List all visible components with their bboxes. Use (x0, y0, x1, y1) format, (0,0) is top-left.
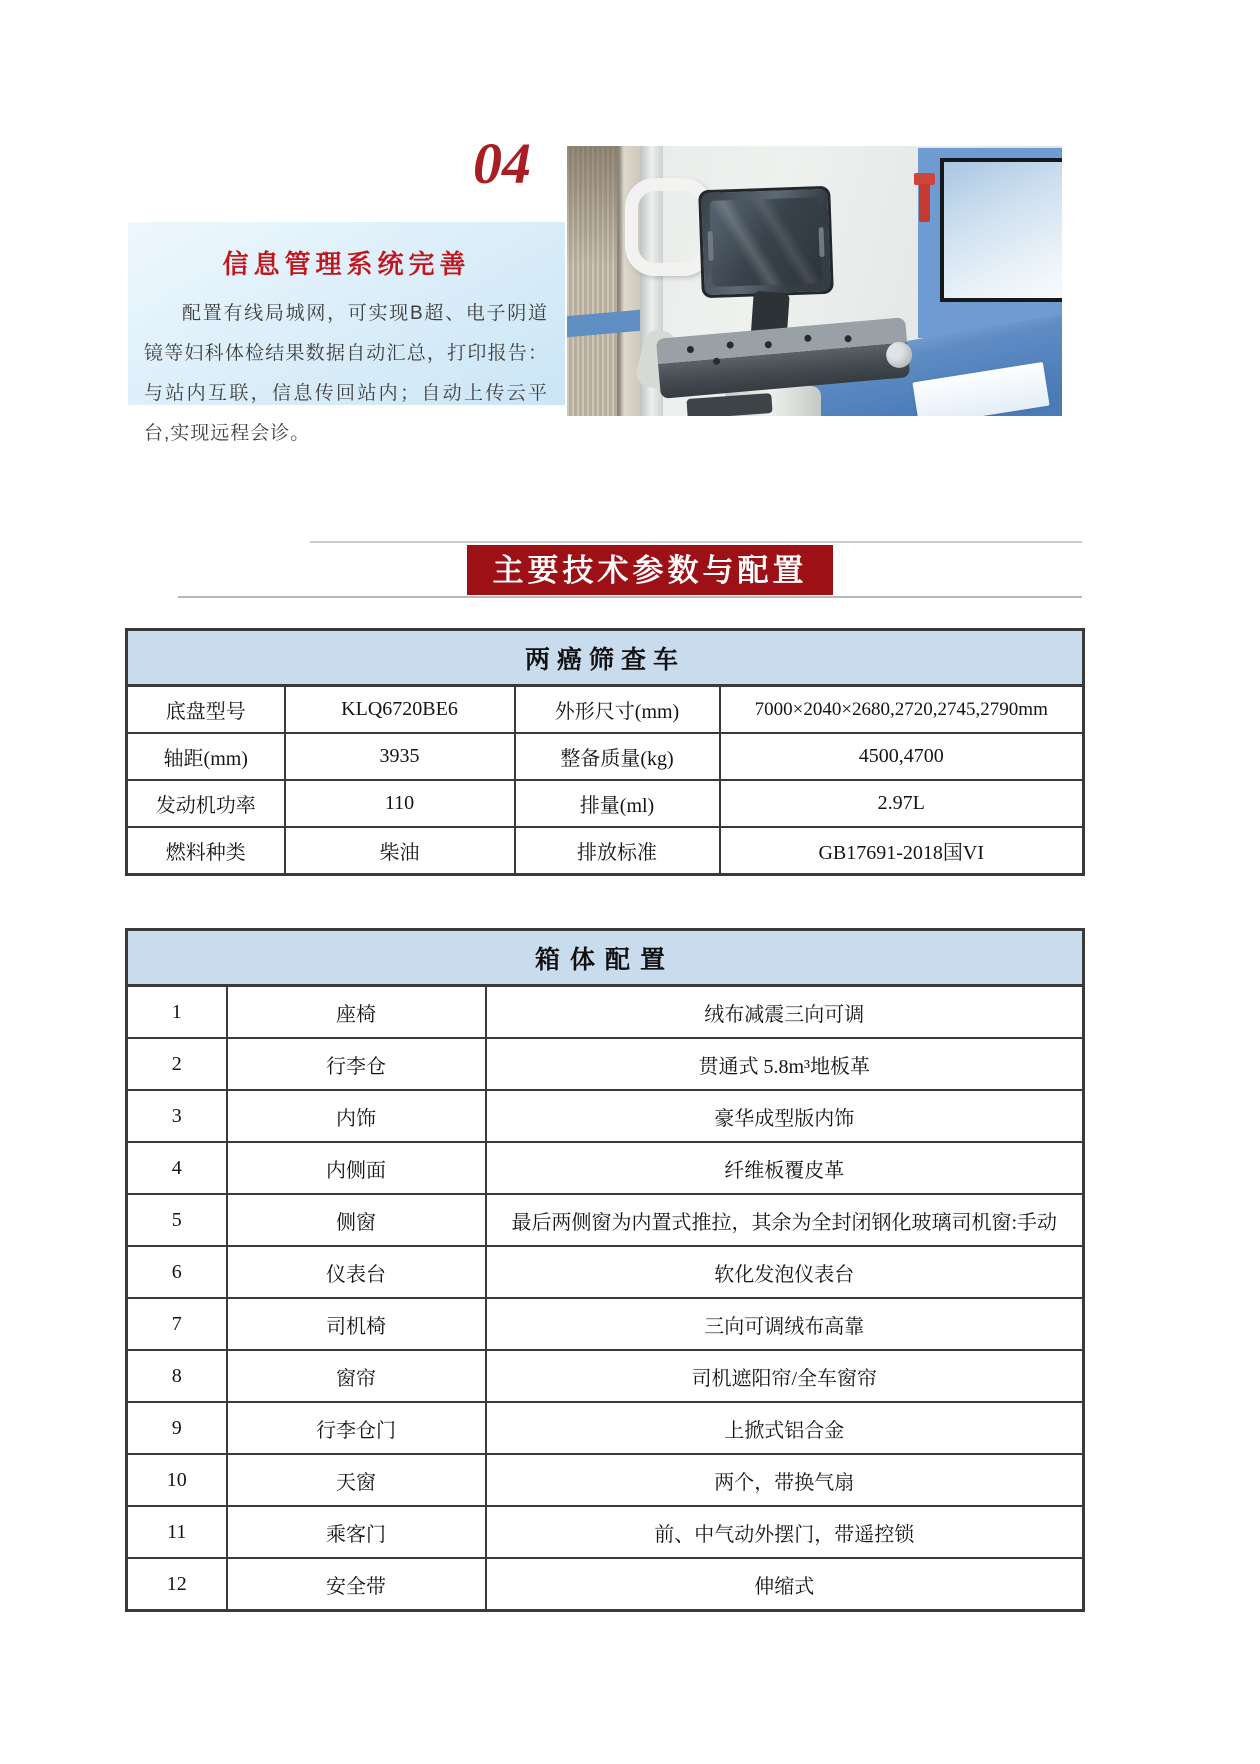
photo-monitor-screen (710, 197, 823, 287)
config-value: 前、中气动外摆门，带遥控锁 (486, 1506, 1084, 1558)
spec-label: 排量(ml) (515, 780, 720, 827)
vehicle-interior-photo (567, 146, 1062, 416)
config-value: 纤维板覆皮革 (486, 1142, 1084, 1194)
config-value: 两个，带换气扇 (486, 1454, 1084, 1506)
spec-value: KLQ6720BE6 (285, 686, 515, 734)
spec-table-row (127, 686, 1084, 734)
config-value: 上掀式铝合金 (486, 1402, 1084, 1454)
photo-cart-base (686, 393, 772, 416)
config-item: 天窗 (227, 1454, 486, 1506)
photo-window (918, 148, 1062, 338)
config-table-row (127, 1090, 1084, 1142)
photo-ultrasound-monitor (698, 186, 834, 299)
config-table (125, 928, 1085, 1612)
config-index: 8 (127, 1350, 227, 1402)
photo-console-knob (844, 335, 852, 343)
config-item: 乘客门 (227, 1506, 486, 1558)
spec-label: 轴距(mm) (127, 733, 285, 780)
config-index: 4 (127, 1142, 227, 1194)
config-table-row (127, 986, 1084, 1039)
config-item: 侧窗 (227, 1194, 486, 1246)
config-index: 12 (127, 1558, 227, 1611)
config-table-row (127, 1142, 1084, 1194)
config-item: 行李仓门 (227, 1402, 486, 1454)
config-table-row (127, 1246, 1084, 1298)
config-value: 最后两侧窗为内置式推拉，其余为全封闭钢化玻璃司机窗:手动 (486, 1194, 1084, 1246)
config-table-row (127, 1558, 1084, 1611)
config-index: 10 (127, 1454, 227, 1506)
config-table-row (127, 1402, 1084, 1454)
config-value: 伸缩式 (486, 1558, 1084, 1611)
config-table-row (127, 1038, 1084, 1090)
photo-console-knob (804, 334, 812, 342)
spec-value: 4500,4700 (720, 733, 1084, 780)
config-value: 绒布减震三向可调 (486, 986, 1084, 1039)
config-table-row (127, 1298, 1084, 1350)
config-table-row (127, 1506, 1084, 1558)
photo-red-lever (919, 184, 930, 222)
config-table-row (127, 1350, 1084, 1402)
config-item: 窗帘 (227, 1350, 486, 1402)
spec-value: GB17691-2018国VI (720, 827, 1084, 875)
spec-label: 外形尺寸(mm) (515, 686, 720, 734)
spec-value: 柴油 (285, 827, 515, 875)
spec-table-row (127, 827, 1084, 875)
config-value: 豪华成型版内饰 (486, 1090, 1084, 1142)
config-table-row (127, 1194, 1084, 1246)
photo-console-knob (726, 341, 734, 349)
config-table-header (127, 930, 1084, 986)
spec-label: 底盘型号 (127, 686, 285, 734)
config-item: 内饰 (227, 1090, 486, 1142)
config-index: 11 (127, 1506, 227, 1558)
config-value: 三向可调绒布高靠 (486, 1298, 1084, 1350)
section-banner-title: 主要技术参数与配置 (467, 545, 833, 595)
spec-value: 110 (285, 780, 515, 827)
photo-window-glass (944, 162, 1062, 298)
info-card (128, 222, 565, 444)
config-index: 7 (127, 1298, 227, 1350)
spec-label: 燃料种类 (127, 827, 285, 875)
config-index: 9 (127, 1402, 227, 1454)
spec-table-title: 两癌筛查车 (127, 630, 1084, 686)
config-table-row (127, 1454, 1084, 1506)
config-index: 3 (127, 1090, 227, 1142)
config-item: 安全带 (227, 1558, 486, 1611)
config-item: 司机椅 (227, 1298, 486, 1350)
config-table-title: 箱体配置 (127, 930, 1084, 986)
spec-table-header (127, 630, 1084, 686)
photo-console-knob (764, 341, 772, 349)
spec-label: 整备质量(kg) (515, 733, 720, 780)
spec-table (125, 628, 1085, 876)
section-number: 04 (473, 131, 531, 196)
spec-value: 7000×2040×2680,2720,2745,2790mm (720, 686, 1084, 734)
photo-console-knob (713, 358, 721, 366)
info-card-title: 信息管理系统完善 (222, 249, 471, 279)
photo-window-inner-frame (940, 158, 1062, 302)
photo-console-knob (687, 346, 695, 354)
config-item: 内侧面 (227, 1142, 486, 1194)
divider-line-top (310, 541, 1082, 543)
config-value: 贯通式 5.8m³地板革 (486, 1038, 1084, 1090)
config-index: 6 (127, 1246, 227, 1298)
divider-line-bottom (178, 596, 1082, 598)
config-item: 仪表台 (227, 1246, 486, 1298)
photo-monitor-glare (710, 197, 823, 287)
config-index: 5 (127, 1194, 227, 1246)
spec-table-row (127, 780, 1084, 827)
config-index: 1 (127, 986, 227, 1039)
config-value: 软化发泡仪表台 (486, 1246, 1084, 1298)
spec-value: 3935 (285, 733, 515, 780)
spec-table-row (127, 733, 1084, 780)
config-item: 座椅 (227, 986, 486, 1039)
spec-value: 2.97L (720, 780, 1084, 827)
spec-label: 排放标准 (515, 827, 720, 875)
config-item: 行李仓 (227, 1038, 486, 1090)
config-value: 司机遮阳帘/全车窗帘 (486, 1350, 1084, 1402)
config-index: 2 (127, 1038, 227, 1090)
photo-monitor-handle-slot (708, 231, 714, 261)
info-card-body: 配置有线局城网，可实现B超、电子阴道镜等妇科体检结果数据自动汇总，打印报告：与站内互联，信息传回站内；自动上传云平台,实现远程会诊。 (144, 303, 548, 444)
photo-monitor-handle-slot (819, 227, 825, 257)
spec-label: 发动机功率 (127, 780, 285, 827)
